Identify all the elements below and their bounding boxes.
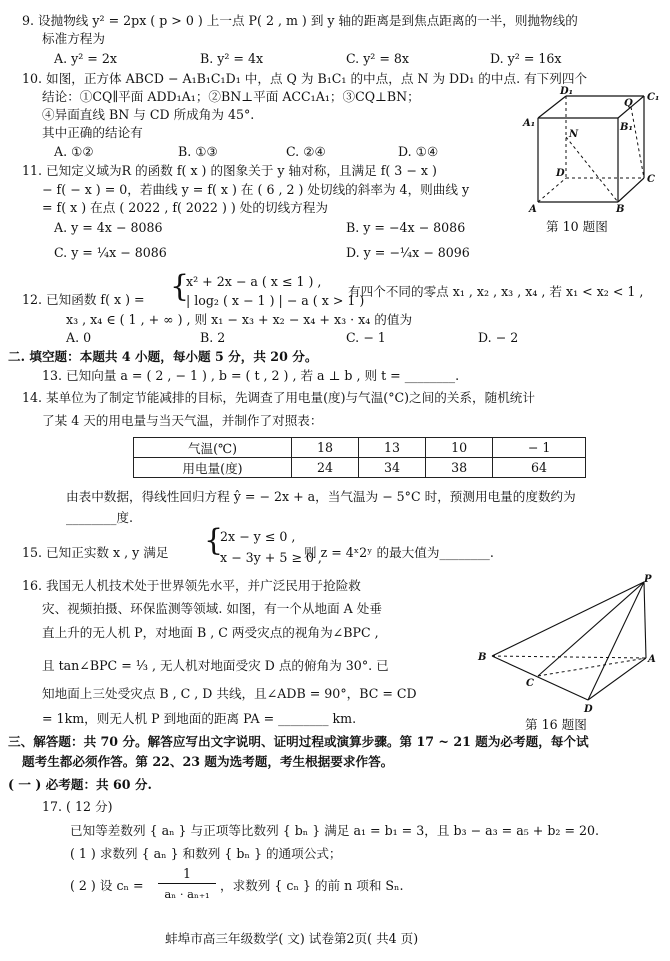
q17-number: 17. ( 12 分): [42, 799, 113, 814]
q10-stem-line2: 结论：①CQ∥平面 ADD₁A₁；②BN⊥平面 ACC₁A₁；③CQ⊥BN；: [42, 89, 420, 104]
q14-stem-line2: 了某 4 天的用电量与当天气温，并制作了对照表：: [42, 413, 323, 428]
edge-bc: [618, 178, 644, 202]
label-b: B: [616, 204, 625, 215]
q14-stem-line1: 14. 某单位为了制定节能减排的目标，先调查了用电量(度)与气温(°C)之间的关系，随机统计: [22, 390, 535, 405]
q15-stem-prefix: 15. 已知正实数 x , y 满足: [22, 545, 169, 560]
table-row-temperature: [134, 438, 586, 458]
part1-title: ( 一 ) 必考题：共 60 分.: [8, 777, 152, 792]
q14-after-line1: 由表中数据，得线性回归方程 ŷ = − 2x + a，当气温为 − 5°C 时，预测用电量的度数约为: [66, 489, 576, 504]
label-b1: B₁: [620, 122, 633, 133]
q12-option-c: C. − 1: [346, 330, 386, 345]
q16-figure-caption: 第 16 题图: [525, 717, 587, 732]
q15-case1: 2x − y ≤ 0 ,: [220, 529, 296, 544]
q9-option-a: A. y² = 2x: [54, 51, 117, 66]
q14-table: [133, 437, 586, 478]
q17-fraction-bar: [158, 883, 216, 884]
table-cell: 10: [426, 438, 493, 458]
q15-brace: {: [204, 523, 224, 558]
page-footer: 蚌埠市高三年级数学( 文) 试卷第2页( 共4 页): [165, 931, 419, 946]
label-a: A: [648, 654, 656, 665]
table-cell: 18: [292, 438, 359, 458]
segment-da: [588, 658, 646, 700]
table-header-temperature: 气温(℃): [134, 438, 292, 458]
q10-figure-caption: 第 10 题图: [546, 219, 608, 234]
q11-option-c: C. y = ¼x − 8086: [54, 245, 167, 260]
q16-stem-line2: 灾、视频拍摄、环保监测等领域. 如图，有一个从地面 A 处垂: [42, 601, 382, 616]
label-c1: C₁: [647, 92, 660, 103]
table-cell: − 1: [493, 438, 586, 458]
q12-option-b: B. 2: [200, 330, 226, 345]
q9-option-d: D. y² = 16x: [490, 51, 562, 66]
segment-pd: [588, 582, 644, 700]
q10-option-b: B. ①③: [178, 144, 218, 159]
label-q: Q: [624, 98, 633, 109]
label-a: A: [529, 204, 537, 215]
q17-fraction-denominator: aₙ · aₙ₊₁: [164, 887, 210, 901]
q9-stem-line1: 9. 设抛物线 y² = 2px ( p > 0 ) 上一点 P( 2 , m ) 到 y 轴的距离是到焦点距离的一半，则抛物线的: [22, 13, 578, 28]
segment-bd: [492, 656, 588, 700]
segment-pa: [644, 582, 646, 658]
q12-stem-prefix: 12. 已知函数 f( x ) =: [22, 292, 145, 307]
segment-ba-hidden: [492, 656, 646, 658]
segment-pb: [492, 582, 644, 656]
q17-fraction-numerator: 1: [182, 866, 191, 881]
segment-nb: [566, 137, 618, 202]
q17-stem: 已知等差数列 { aₙ } 与正项等比数列 { bₙ } 满足 a₁ = b₁ = 3，且 b₃ − a₃ = a₅ + b₂ = 20.: [70, 823, 600, 838]
q14-after-line2: ________度.: [66, 510, 133, 525]
table-cell: 34: [359, 458, 426, 478]
q11-option-b: B. y = −4x − 8086: [346, 220, 466, 235]
edge-a1d1: [538, 96, 566, 118]
q10-option-a: A. ①②: [54, 144, 94, 159]
q15-stem-suffix: 则 z = 4ˣ2ʸ 的最大值为________.: [304, 545, 494, 560]
q17-sub2-prefix: ( 2 ) 设 cₙ =: [70, 878, 144, 893]
q11-option-a: A. y = 4x − 8086: [54, 220, 163, 235]
table-cell: 24: [292, 458, 359, 478]
label-d1: D₁: [560, 86, 574, 97]
q10-stem-line1: 10. 如图，正方体 ABCD − A₁B₁C₁D₁ 中，点 Q 为 B₁C₁ 的中点，点 N 为 DD₁ 的中点. 有下列四个: [22, 71, 588, 86]
q15-case2: x − 3y + 5 ≥ 0 ,: [220, 550, 322, 565]
section3-title-line2: 题考生都必须作答。第 22、23 题为选考题，考生根据要求作答。: [22, 754, 394, 769]
q11-stem-line1: 11. 已知定义域为R 的函数 f( x ) 的图象关于 y 轴对称，且满足 f( 3 − x ): [22, 163, 437, 178]
segment-ca-hidden: [538, 658, 646, 676]
label-b: B: [478, 652, 487, 663]
label-a1: A₁: [523, 118, 536, 129]
q9-option-b: B. y² = 4x: [200, 51, 264, 66]
q10-option-d: D. ①④: [398, 144, 439, 159]
q16-stem-line4: 且 tan∠BPC = ⅓ , 无人机对地面受灾 D 点的俯角为 30°. 已: [42, 658, 389, 673]
q12-brace: {: [170, 269, 190, 304]
section2-title: 二. 填空题：本题共 4 小题，每小题 5 分，共 20 分。: [8, 349, 318, 364]
label-n: N: [569, 129, 579, 140]
q11-stem-line3: = f( x ) 在点 ( 2022 , f( 2022 ) ) 处的切线方程为: [42, 200, 328, 215]
table-header-usage: 用电量(度): [134, 458, 292, 478]
q16-stem-line5: 知地面上三处受灾点 B , C , D 共线，且∠ADB = 90°，BC = CD: [42, 686, 417, 701]
edge-ad-hidden: [538, 178, 566, 202]
q13-stem: 13. 已知向量 a = ( 2 , − 1 ) , b = ( t , 2 ) , 若 a ⊥ b , 则 t = ________.: [42, 368, 460, 383]
q11-stem-line2: − f( − x ) = 0，若曲线 y = f( x ) 在 ( 6 , 2 ) 处切线的斜率为 4，则曲线 y: [42, 182, 470, 197]
q12-case1: x² + 2x − a ( x ≤ 1 ) ,: [186, 274, 322, 289]
q10-stem-line3: ④异面直线 BN 与 CD 所成角为 45°.: [42, 107, 255, 122]
q10-option-c: C. ②④: [286, 144, 326, 159]
q12-stem-line2: x₃ , x₄ ∈ ( 1 , + ∞ ) , 则 x₁ − x₃ + x₂ − x₄ + x₃ · x₄ 的值为: [66, 312, 413, 327]
q10-stem-line4: 其中正确的结论有: [42, 125, 143, 140]
q9-option-c: C. y² = 8x: [346, 51, 410, 66]
q12-option-a: A. 0: [66, 330, 92, 345]
q12-case2: | log₂ ( x − 1 ) | − a ( x > 1 ): [186, 293, 365, 308]
label-c: C: [647, 174, 655, 185]
q16-stem-line3: 直上升的无人机 P，对地面 B , C 两受灾点的视角为∠BPC ,: [42, 625, 379, 640]
label-p: P: [644, 574, 652, 585]
q10-cube-figure: [520, 86, 670, 216]
segment-pc: [538, 582, 644, 676]
table-cell: 38: [426, 458, 493, 478]
q11-option-d: D. y = −¼x − 8096: [346, 245, 470, 260]
q17-sub2-suffix: ，求数列 { cₙ } 的前 n 项和 Sₙ.: [220, 878, 404, 893]
table-cell: 64: [493, 458, 586, 478]
section3-title-line1: 三、解答题：共 70 分。解答应写出文字说明、证明过程或演算步骤。第 17 ~ 21 题为必考题，每个试: [8, 734, 589, 749]
q12-stem-suffix: 有四个不同的零点 x₁ , x₂ , x₃ , x₄ , 若 x₁ < x₂ < 1 ,: [348, 284, 644, 299]
q16-pyramid-figure: [472, 572, 662, 717]
table-cell: 13: [359, 438, 426, 458]
table-row-usage: [134, 458, 586, 478]
label-c: C: [526, 678, 534, 689]
q17-sub1: ( 1 ) 求数列 { aₙ } 和数列 { bₙ } 的通项公式；: [70, 846, 342, 861]
q16-stem-line1: 16. 我国无人机技术处于世界领先水平，并广泛民用于抢险救: [22, 578, 361, 593]
q16-stem-line6: = 1km，则无人机 P 到地面的距离 PA = ________ km.: [42, 711, 357, 726]
label-d: D: [584, 704, 593, 715]
segment-qc: [631, 107, 644, 178]
label-d: D: [556, 168, 565, 179]
q9-stem-line2: 标准方程为: [42, 31, 105, 46]
q12-option-d: D. − 2: [478, 330, 519, 345]
